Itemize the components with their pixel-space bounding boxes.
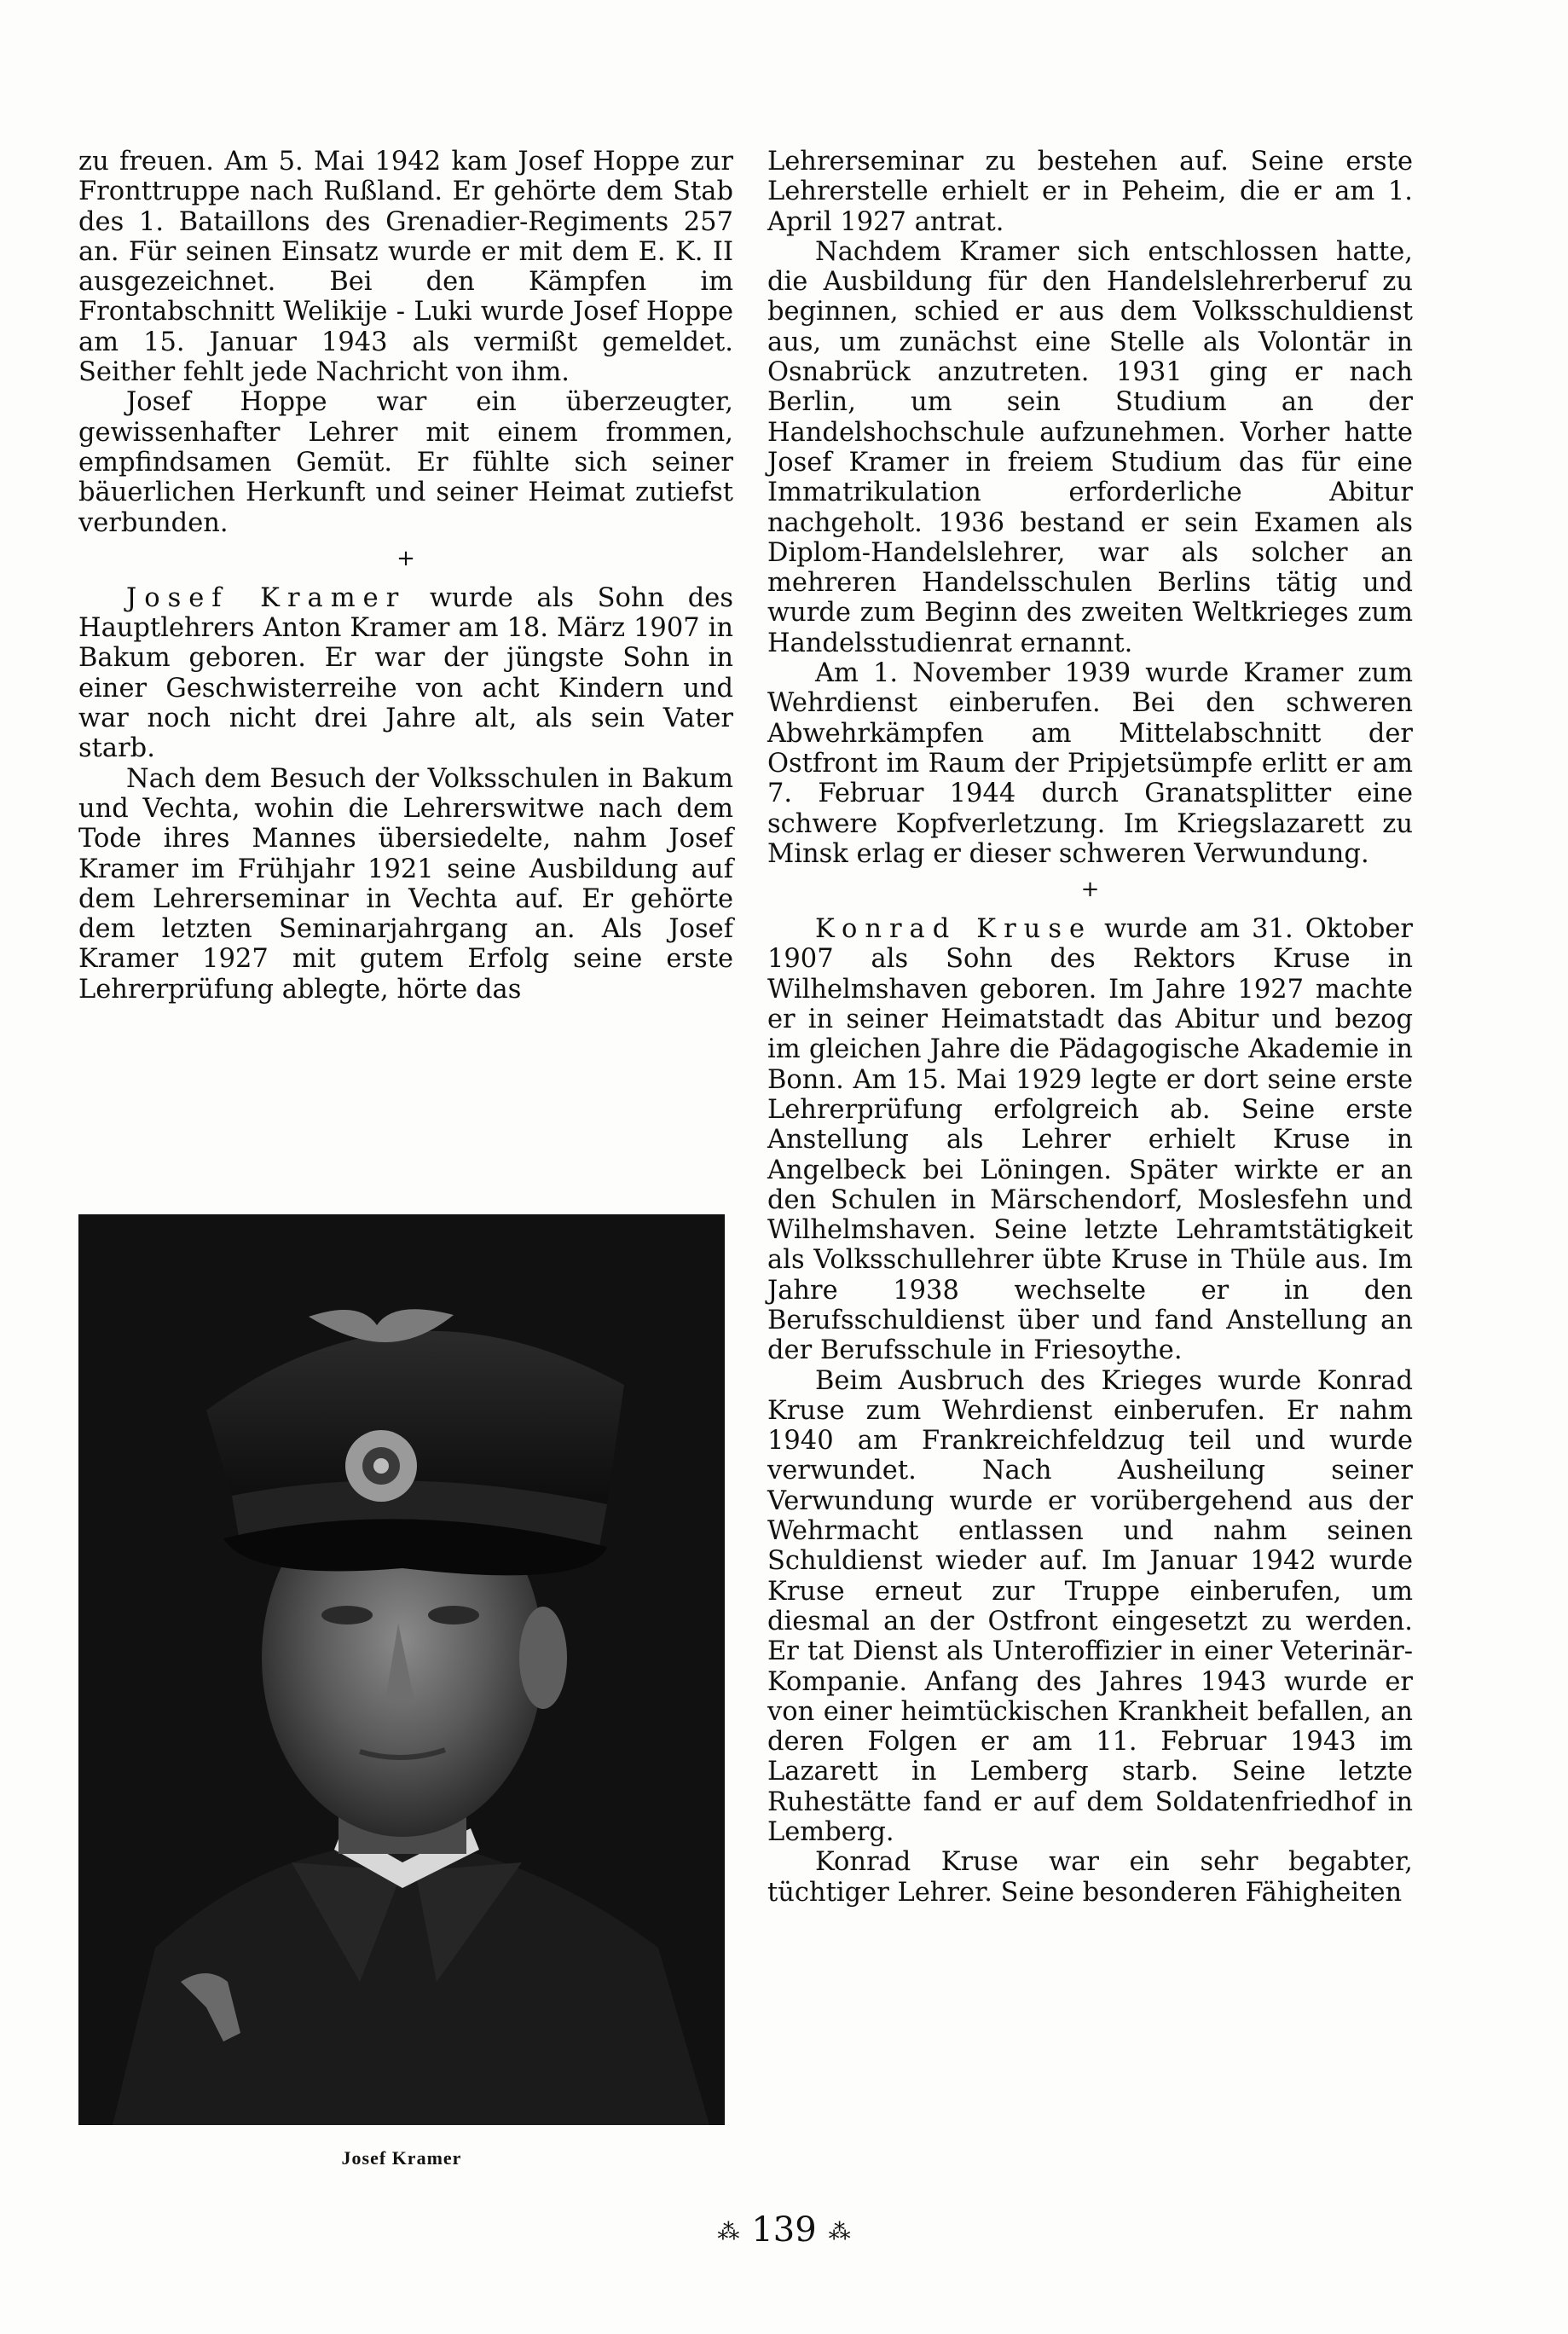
- paragraph: Lehrerseminar zu bestehen auf. Seine erste Lehrerstelle erhielt er in Peheim, die er am 1. April 1927 antrat.: [767, 147, 1413, 237]
- section-separator: +: [396, 545, 415, 571]
- page-number: [0, 2210, 1568, 2250]
- paragraph: Nach dem Besuch der Volksschulen in Bakum und Vechta, wohin die Lehrerswitwe nach dem Tode ihres Mannes übersiedelte, nahm Josef Kramer im Frühjahr 1921 seine Ausbildung auf dem Lehrerseminar in Vechta auf. Er gehörte dem letzten Seminarjahrgang an. Als Josef Kramer 1927 mit gutem Erfolg seine erste Lehrerprüfung ablegte, hörte das: [78, 763, 733, 1005]
- paragraph: Nachdem Kramer sich entschlossen hatte, die Ausbildung für den Handelslehrerberuf zu beginnen, schied er aus dem Volksschuldienst aus, um zunächst eine Stelle als Volontär in Osnabrück anzutreten. 1931 ging er nach Berlin, um sein Studium an der Handelshochschule aufzunehmen. Vorher hatte Josef Kramer in freiem Studium das für eine Immatrikulation erforderliche Abitur nachgeholt. 1936 bestand er sein Examen als Diplom-Handelslehrer, war als solcher an mehreren Handelsschulen Berlins tätig und wurde zum Beginn des zweiten Weltkrieges zum Handelsstudienrat ernannt.: [767, 236, 1413, 658]
- paragraph: Am 1. November 1939 wurde Kramer zum Wehrdienst einberufen. Bei den schweren Abwehrkämpfen am Mittelabschnitt der Ostfront im Raum der Pripjetsümpfe erlitt er am 7. Februar 1944 durch Granatsplitter eine schwere Kopfverletzung. Im Kriegslazarett zu Minsk erlag er dieser schweren Verwundung.: [767, 658, 1413, 869]
- right-text-column: [767, 147, 1413, 1908]
- section-separator: +: [1080, 877, 1100, 903]
- paragraph: zu freuen. Am 5. Mai 1942 kam Josef Hoppe zur Fronttruppe nach Rußland. Er gehörte dem Stab des 1. Bataillons des Grenadier-Regiments 257 an. Für seinen Einsatz wurde er mit dem E. K. II ausgezeichnet. Bei den Kämpfen im Frontabschnitt Welikije - Luki wurde Josef Hoppe am 15. Januar 1943 als vermißt gemeldet. Seither fehlt jede Nachricht von ihm.: [78, 147, 733, 388]
- portrait-photo: [78, 1214, 725, 2125]
- paragraph: Beim Ausbruch des Krieges wurde Konrad Kruse zum Wehrdienst einberufen. Er nahm 1940 am Frankreichfeldzug teil und wurde verwundet. Nach Ausheilung seiner Verwundung wurde er vorübergehend aus der Wehrmacht entlassen und nahm seinen Schuldienst wieder auf. Im Januar 1942 wurde Kruse erneut zur Truppe einberufen, um diesmal an der Ostfront eingesetzt zu werden. Er tat Dienst als Unteroffizier in einer Veterinär-Kompanie. Anfang des Jahres 1943 wurde er von einer heimtückischen Krankheit befallen, an deren Folgen er am 11. Februar 1943 im Lazarett in Lemberg starb. Seine letzte Ruhestätte fand er auf dem Soldatenfriedhof in Lemberg.: [767, 1365, 1413, 1848]
- paragraph-text: wurde am 31. Oktober 1907 als Sohn des Rektors Kruse in Wilhelmshaven geboren. Im Jahre 1927 machte er in seiner Heimatstadt das Abitur und bezog im gleichen Jahre die Pädagogische Akademie in Bonn. Am 15. Mai 1929 legte er dort seine erste Lehrerprüfung erfolgreich ab. Seine erste Anstellung als Lehrer erhielt Kruse in Angelbeck bei Löningen. Später wirkte er an den Schulen in Märschendorf, Moslesfehn und Wilhelmshaven. Seine letzte Lehramtstätigkeit als Volksschullehrer übte Kruse in Thüle aus. Im Jahre 1938 wechselte er in den Berufsschuldienst über und fand Anstellung an der Berufsschule in Friesoythe.: [767, 914, 1413, 1366]
- portrait-illustration: [78, 1214, 725, 2125]
- paragraph: [767, 914, 1413, 1365]
- ornament-star-icon: ⁂: [717, 2220, 740, 2245]
- left-text-column: [78, 147, 733, 1005]
- photo-caption: Josef Kramer: [341, 2147, 462, 2169]
- person-name: Konrad Kruse: [815, 914, 1093, 945]
- paragraph: Josef Hoppe war ein überzeugter, gewissenhafter Lehrer mit einem frommen, empfindsamen Gemüt. Er fühlte sich seiner bäuerlichen Herkunft und seiner Heimat zutiefst verbunden.: [78, 387, 733, 538]
- paragraph-text: wurde als Sohn des Hauptlehrers Anton Kramer am 18. März 1907 in Bakum geboren. Er war der jüngste Sohn in einer Geschwisterreihe von acht Kindern und war noch nicht drei Jahre alt, als sein Vater starb.: [78, 582, 733, 764]
- paragraph: [78, 583, 733, 764]
- paragraph: Konrad Kruse war ein sehr begabter, tüchtiger Lehrer. Seine besonderen Fähigheiten: [767, 1847, 1413, 1908]
- ornament-star-icon: ⁂: [828, 2220, 851, 2245]
- person-name: Josef Kramer: [126, 582, 407, 613]
- page-number-value: 139: [751, 2210, 817, 2250]
